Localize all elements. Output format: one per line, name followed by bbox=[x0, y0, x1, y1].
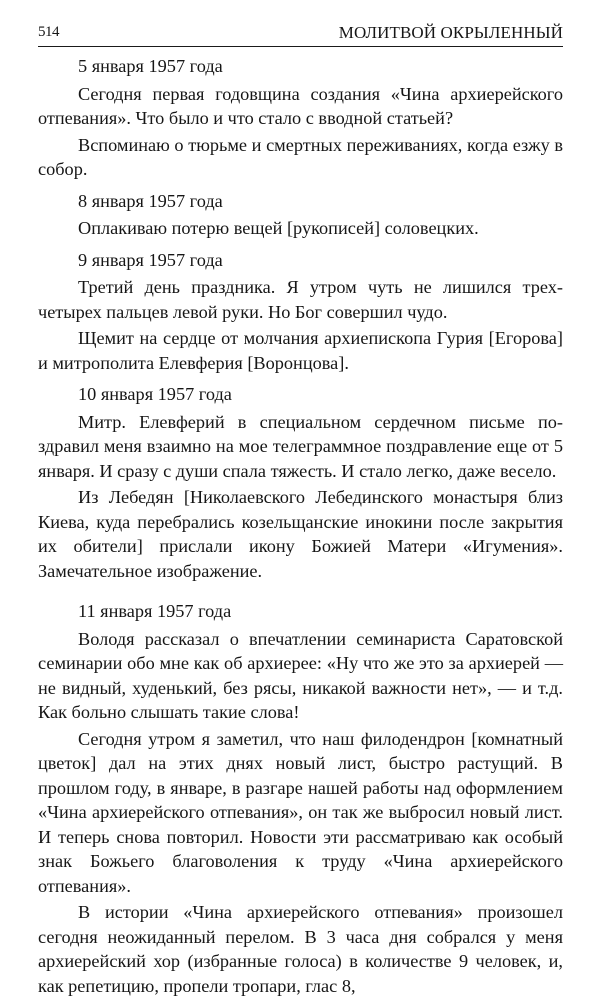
page-number: 514 bbox=[38, 24, 59, 40]
running-title: МОЛИТВОЙ ОКРЫЛЕННЫЙ bbox=[338, 23, 563, 42]
diary-entry-jan-11 bbox=[38, 599, 563, 998]
diary-entry-jan-8 bbox=[38, 189, 563, 241]
paragraph: Сегодня первая годовщина создания «Чина архиерейского отпевания». Что было и что стало с вводной статьей? bbox=[38, 83, 563, 128]
paragraph: Из Лебедян [Николаевского Лебединского монастыря близ Киева, куда перебрались козельщанские инокини после закрытия их обители] прислали икону Божией Матери «Игумения». Замечательное изображение. bbox=[38, 487, 563, 581]
paragraph: Щемит на сердце от молчания архиепископа Гурия [Егорова] и митрополита Елевферия [Воронцова]. bbox=[38, 328, 563, 373]
paragraph: Митр. Елевферий в специальном сердечном письме поздравил меня взаимно на мое телеграммное поздравление еще от 5 января. И сразу с души спала тяжесть. И стало легко, даже весело. bbox=[38, 411, 563, 481]
entry-date: 5 января 1957 года bbox=[78, 56, 223, 76]
entry-date: 8 января 1957 года bbox=[78, 190, 223, 211]
paragraph: Володя рассказал о впечатлении семинариста Саратовской семинарии обо мне как об архиерее: «Ну что же это за архиерей — не видный, худенький, без рясы, никакой важности нет», — и т.д. Как больно слышать такие слова! bbox=[38, 628, 563, 722]
entry-date: 10 января 1957 года bbox=[78, 384, 232, 404]
paragraph: Вспоминаю о тюрьме и смертных переживаниях, когда езжу в собор. bbox=[38, 134, 563, 179]
page-content bbox=[38, 54, 563, 1005]
entry-date: 9 января 1957 года bbox=[78, 249, 223, 270]
diary-entry-jan-5 bbox=[38, 54, 563, 182]
paragraph: В истории «Чина архиерейского отпевания» произошел сегодня неожиданный перелом. В 3 часа дня собрался у меня архиерейский хор (избранные голоса) в количестве 9 человек, и, как репетицию, пропели тропари, глас 8, bbox=[38, 902, 563, 996]
entry-date: 11 января 1957 года bbox=[78, 601, 232, 621]
page-header bbox=[38, 22, 563, 47]
paragraph: Сегодня утром я заметил, что наш филодендрон [комнатный цветок] дал на этих днях новый лист, быстро растущий. В прошлом году, в январе, в разгаре нашей работы над оформлением «Чина архиерейского отпевания», он так же выбросил новый лист. И теперь снова повторил. Новости эти рассматриваю как особый знак Божьего благоволения к труду «Чина архиерейского отпевания». bbox=[38, 728, 563, 896]
paragraph: Третий день праздника. Я утром чуть не лишился трех-четырех пальцев левой руки. Но Бог совершил чудо. bbox=[38, 277, 563, 322]
diary-entry-jan-9 bbox=[38, 248, 563, 376]
diary-entry-jan-10 bbox=[38, 382, 563, 583]
paragraph: Оплакиваю потерю вещей [рукописей] соловецких. bbox=[78, 218, 479, 238]
